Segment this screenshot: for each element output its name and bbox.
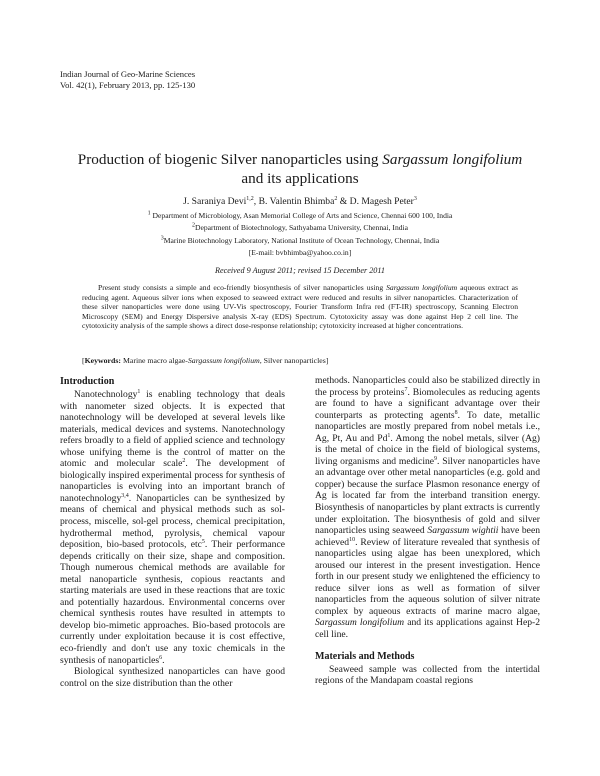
body-text: . Review of literature revealed that synthesis of nanoparticles using algae has been unexplored, which aroused our interest in the present investigation. Hence forth in our present study we enlightened the efficiency to reduce silver ions as well as formation of silver nanoparticles from the aqueous solution of silver nitrate complex by aqueous extracts of marine macro algae, — [315, 536, 540, 617]
keywords — [82, 356, 518, 365]
affiliation-text: Department of Microbiology, Asan Memorial College of Arts and Science, Chennai 600 100, India — [150, 211, 453, 220]
affiliation-marker: 3 — [160, 235, 164, 242]
body-text: . Nanoparticles can be synthesized by means of chemical and physical methods such as sol-process, miscelle, sol-gel process, chemical precipitation, hydrothermal method, pyrolysis, chemical vapour deposition, bio-based protocols, etc — [60, 492, 285, 551]
affiliation-3 — [40, 235, 560, 247]
intro-paragraph-1 — [60, 389, 285, 666]
citation: 5 — [201, 538, 205, 545]
journal-name: Indian Journal of Geo-Marine Sciences — [60, 69, 196, 79]
citation: 10 — [349, 536, 356, 543]
body-text: . Their performance depends critically on their size, shape and composition. Though numerous chemical methods are available for metal nanoparticle synthesis, copious reactants and starting materials are used in these reactions that are toxic and potentially hazardous. Environmental concerns over chemical synthesis routes have resulted in attempts to develop bio-mimetic approaches. Bio-based protocols are currently under exploitation because it is cost effective, eco-friendly and don't use any toxic chemicals in the synthesis of nanoparticles — [60, 539, 285, 666]
journal-header — [60, 69, 195, 91]
citation: 8 — [454, 409, 458, 416]
journal-volume: Vol. 42(1), February 2013, pp. 125-130 — [60, 80, 196, 90]
citation: 6 — [159, 654, 163, 661]
author-3: D. Magesh Peter — [349, 196, 414, 207]
keywords-text: , Silver nanoparticles] — [259, 356, 329, 365]
affiliation-text: Department of Biotechnology, Sathyabama University, Chennai, India — [194, 223, 409, 233]
body-text: methods. Nanoparticles could also be stabilized directly in the process by proteins — [315, 375, 540, 398]
citation: 3,4 — [121, 492, 129, 499]
author-1: J. Saraniya Devi — [183, 196, 247, 207]
author-2-affil: 2 — [334, 195, 338, 202]
species-name: Sargassum longifolium — [315, 617, 405, 629]
paper-title — [40, 150, 560, 188]
affiliation-2 — [40, 222, 560, 234]
body-text: . — [162, 654, 165, 666]
citation: 1 — [137, 388, 141, 395]
body-text: have been achieved — [315, 525, 540, 548]
received-dates: Received 9 August 2011; revised 15 December 2011 — [215, 266, 385, 275]
affiliations — [40, 210, 560, 260]
affiliation-text: Marine Biotechnology Laboratory, National Institute of Ocean Technology, Chennai, India — [163, 235, 440, 245]
author-separator: , — [253, 196, 259, 207]
right-column — [315, 375, 540, 687]
intro-heading: Introduction — [60, 376, 115, 387]
left-column — [60, 375, 285, 689]
species-name: Sargassum wightii — [427, 525, 499, 537]
body-text: and its applications against Hep-2 cell line. — [315, 617, 540, 641]
body-text: . To date, metallic nanoparticles are mostly prepared from nobel metals i.e., Ag, Pt, Au and Pd — [315, 409, 540, 444]
body-text: . Silver nanoparticles have an advantage over other metal nanoparticles (e.g. gold and copper) because the surface Plasmon resonance energy of Ag is located far from the interband transition energy. Biosynthesis of nanoparticles by plant extracts is currently under exploitation. The biosynthesis of gold and silver nanoparticles using seaweed — [315, 455, 540, 537]
intro-paragraph-2-cont — [315, 375, 540, 641]
body-text: is enabling technology that deals with nanometer sized objects. It is expected that nanotechnology will be developed at several levels like materials, medical devices and systems. Nanotechnology refers broadly to a field of applied science and technology whose unifying theme is the control of matter on the atomic and molecular scale — [60, 389, 285, 470]
methods-heading: Materials and Methods — [315, 650, 415, 662]
author-list — [40, 196, 560, 208]
title-line2: and its applications — [241, 170, 359, 187]
affiliation-1 — [40, 210, 560, 222]
author-2: B. Valentin Bhimba — [258, 196, 335, 207]
author-1-affil: 1,2 — [246, 195, 254, 202]
title-species: Sargassum longifolium — [382, 151, 523, 168]
body-text: . The development of biologically inspired experimental process for synthesis of nanoparticles is evolving into an important branch of nanotechnology — [60, 458, 285, 504]
abstract-text: aqueous extract as reducing agent. Aqueous silver ions when exposed to seaweed extract were reduced and results in silver nanoparticles. Characterization of these silver nanoparticles were done using UV-Vis spectroscopy, Fourier Transform Infra red (FT-IR) spectroscopy, Scanning Electron Microscopy (SEM) and Energy Dispersive analysis X-ray (EDS) Spectrum. Cytotoxicity assay was done against Hep 2 cell line. The cytotoxicity analysis of the sample shows a direct dose-response relationship; cytotoxicity increased at higher concentrations. — [82, 283, 519, 331]
keywords-label: Keywords: — [84, 356, 121, 365]
keywords-bracket: [ — [82, 356, 85, 365]
author-separator: & — [337, 196, 350, 207]
citation: 9 — [434, 455, 438, 462]
title-line1: Production of biogenic Silver nanoparticles using — [77, 151, 383, 168]
abstract-text: Present study consists a simple and eco-friendly biosynthesis of silver nanoparticles using — [98, 283, 387, 292]
body-text: Nanotechnology — [74, 389, 138, 400]
affiliation-marker: 2 — [191, 222, 195, 229]
citation: 1 — [387, 432, 391, 439]
body-text: . Biomolecules as reducing agents are found to have a significant advantage over their counterparts as protecting agents — [315, 386, 540, 421]
body-text: . Among the nobel metals, silver (Ag) is the metal of choice in the field of biological systems, living organisms and medicine — [315, 432, 541, 467]
citation: 2 — [182, 458, 186, 465]
section-gap — [315, 641, 540, 650]
corresponding-email: [E-mail: bvbhimba@yahoo.co.in] — [248, 248, 352, 258]
keywords-species: Sargassum longifolium — [187, 356, 260, 365]
intro-paragraph-2: Biological synthesized nanoparticles can have good control on the size distribution than the other — [60, 666, 285, 689]
affiliation-marker: 1 — [147, 210, 151, 217]
author-3-affil: 3 — [413, 195, 417, 202]
abstract-species: Sargassum longifolium — [386, 283, 458, 292]
citation: 7 — [404, 386, 408, 393]
keywords-text: Marine macro algae- — [121, 356, 188, 365]
methods-paragraph-1: Seaweed sample was collected from the intertidal regions of the Mandapam coastal regions — [315, 663, 540, 687]
abstract — [82, 283, 518, 331]
